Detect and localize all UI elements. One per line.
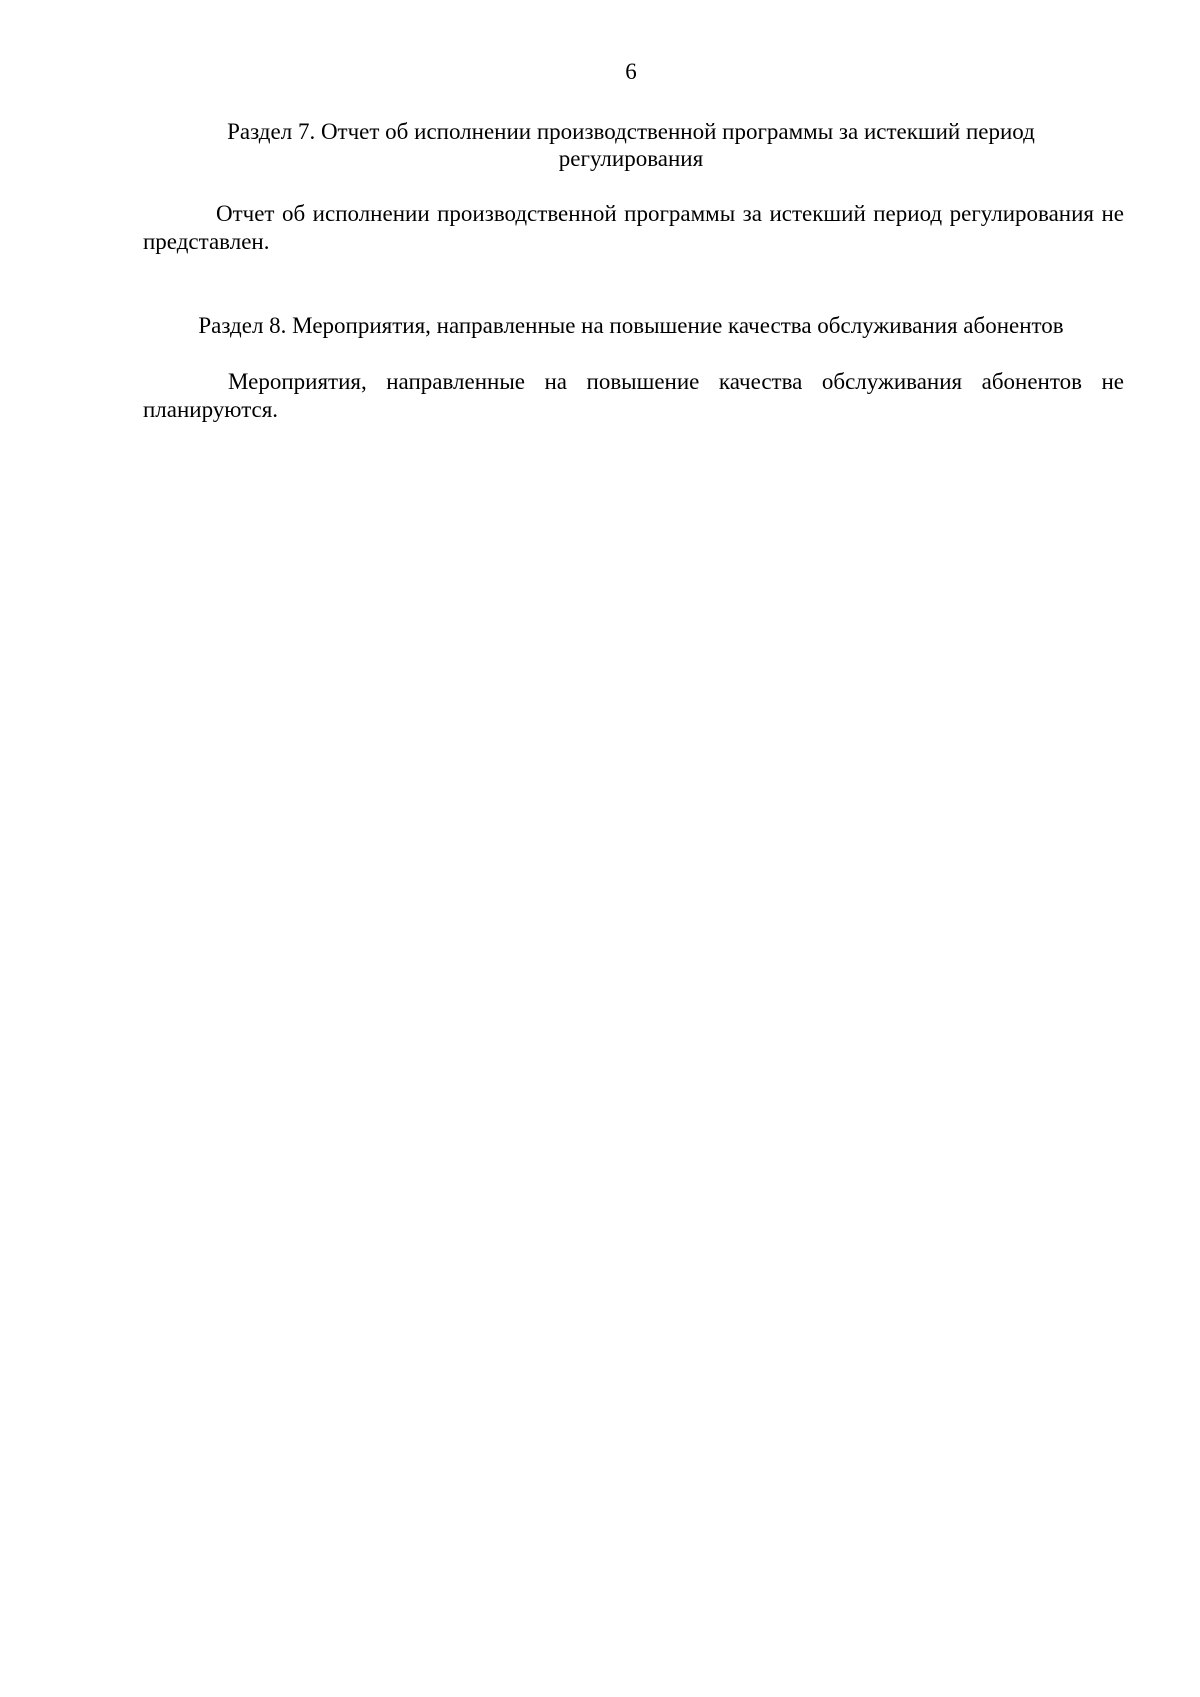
- section-7-heading: [140, 118, 1122, 172]
- page-number: 6: [625, 59, 637, 84]
- section-7-heading-line-1: Раздел 7. Отчет об исполнении производственной программы за истекший период: [227, 119, 1035, 144]
- section-7-heading-line-2: регулирования: [558, 146, 704, 171]
- section-8-body: Мероприятия, направленные на повышение качества обслуживания абонентов не планируются.: [143, 369, 1124, 422]
- section-8-heading: Раздел 8. Мероприятия, направленные на повышение качества обслуживания абонентов: [198, 313, 1064, 338]
- section-7-body: Отчет об исполнении производственной программы за истекший период регулирования не представлен.: [143, 201, 1124, 254]
